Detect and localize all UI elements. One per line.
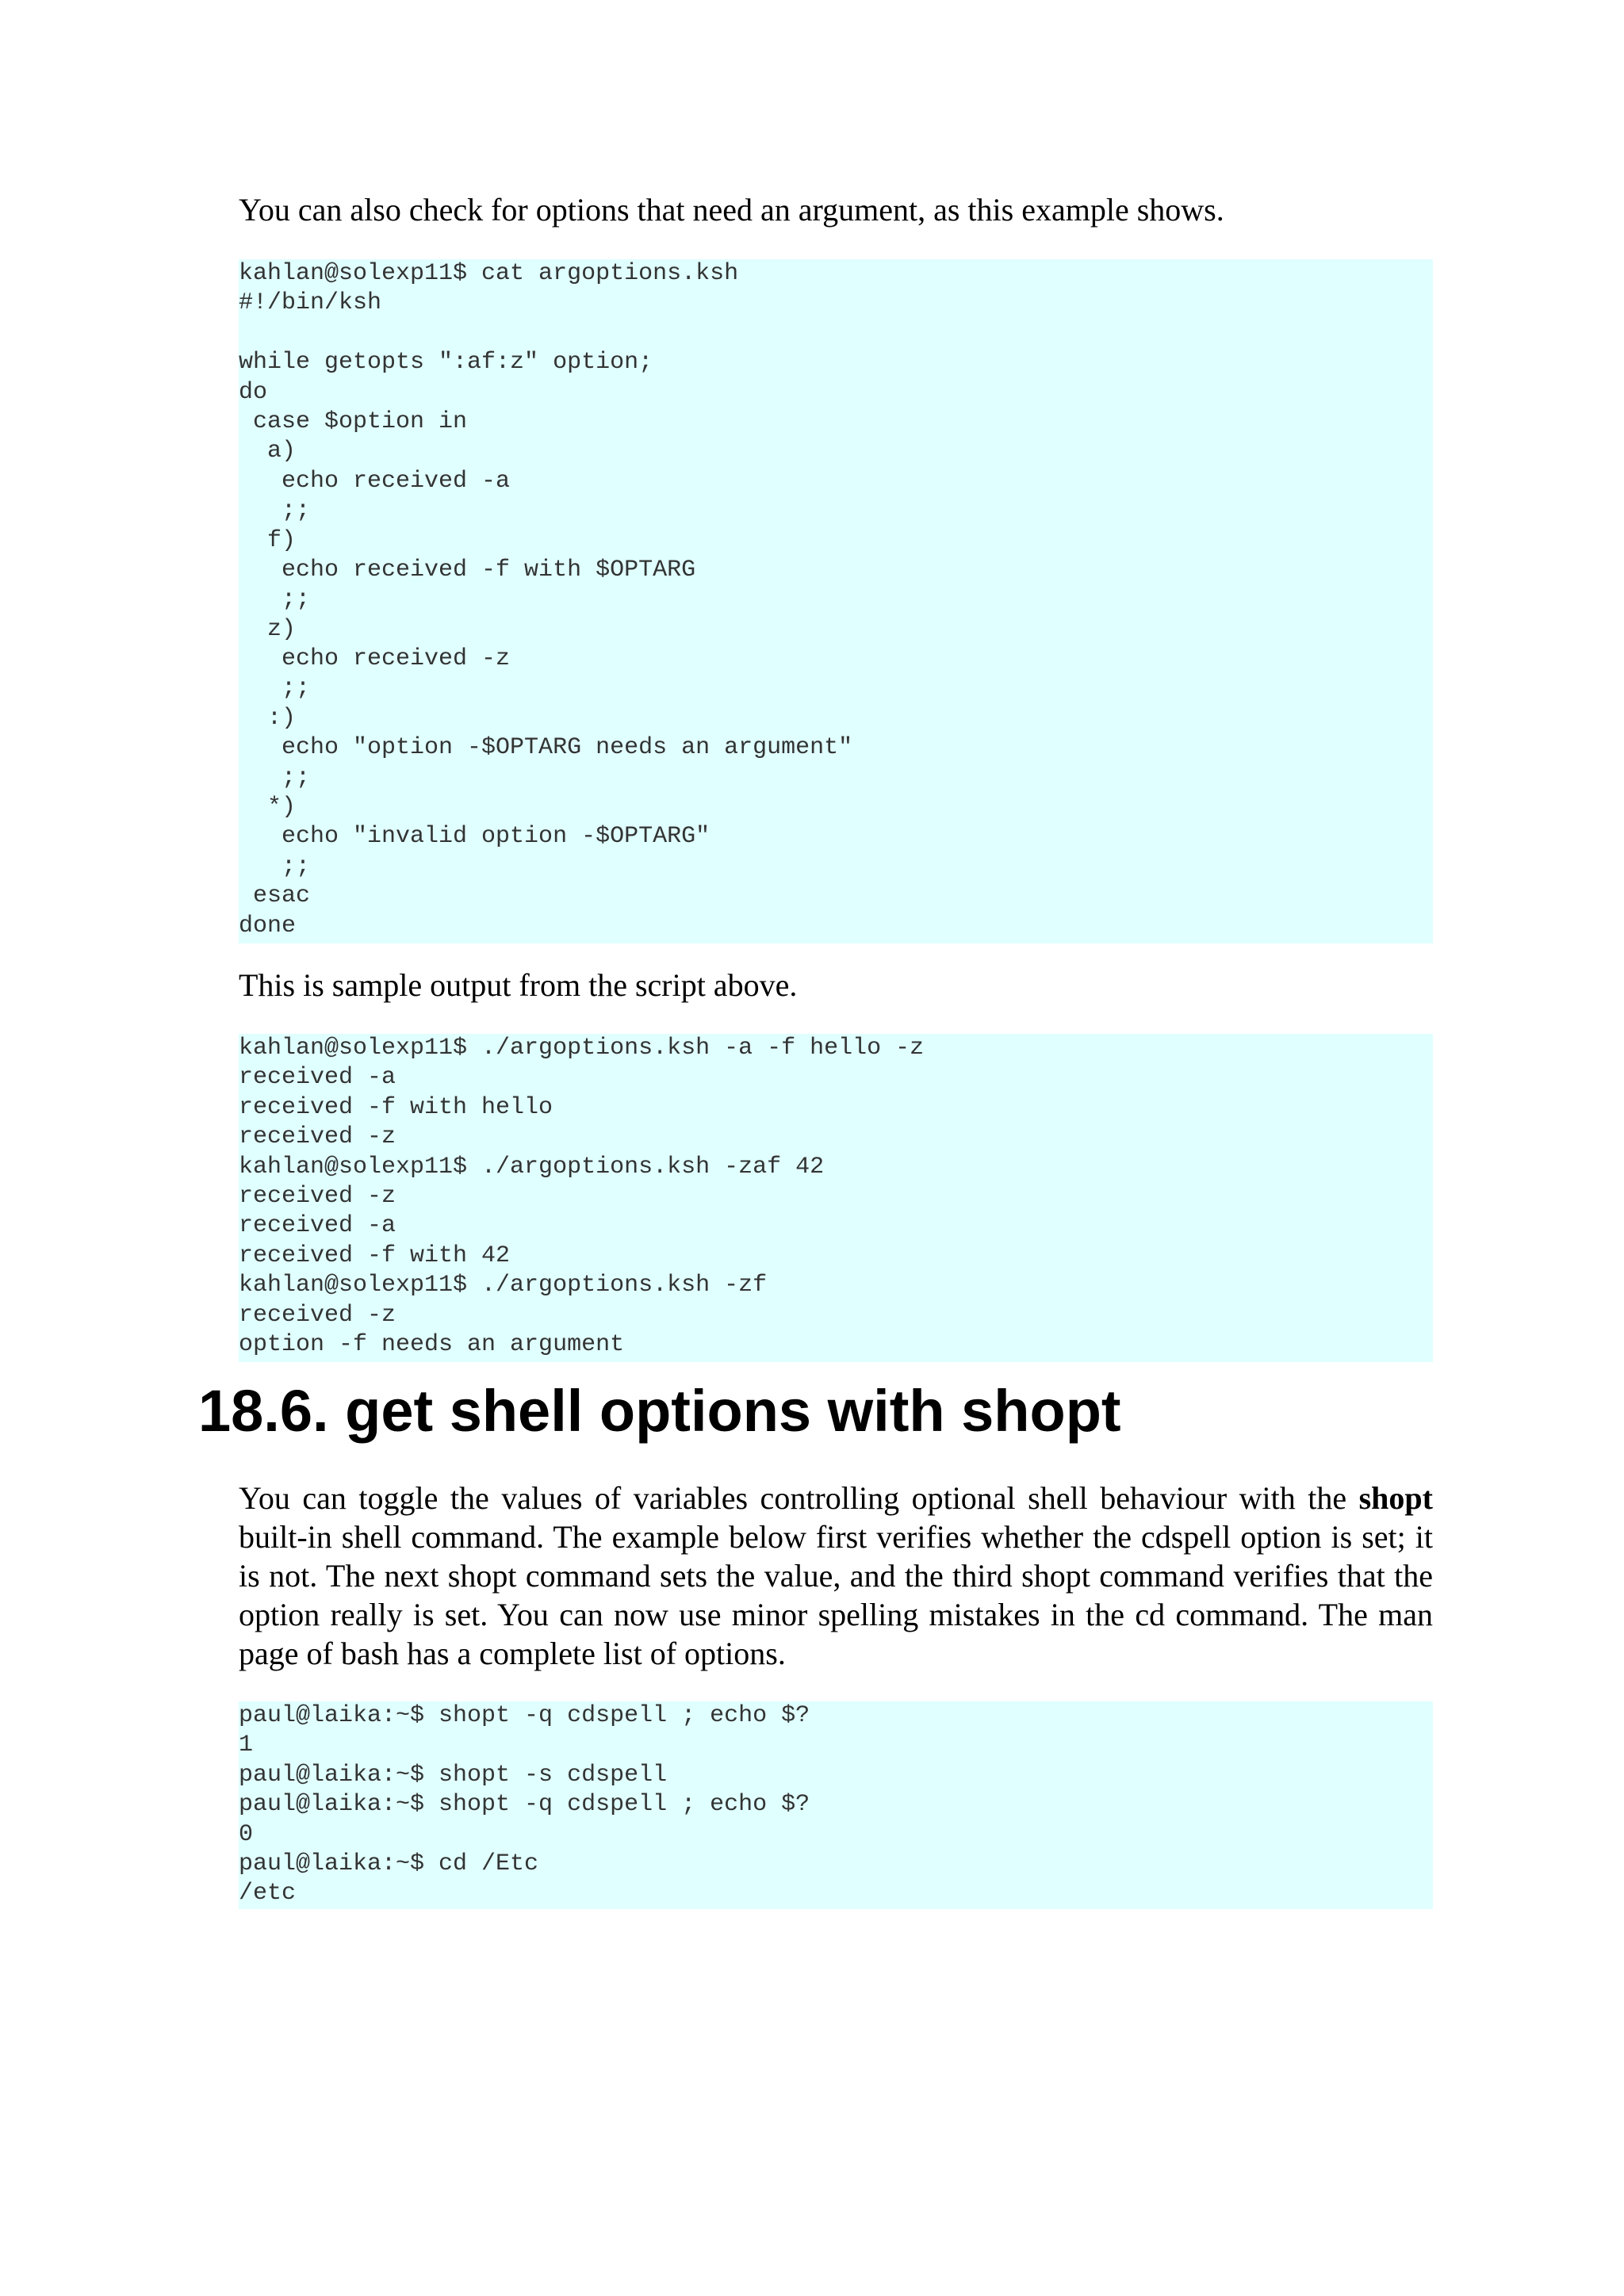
code-line: echo received -a bbox=[239, 467, 511, 495]
sample-output-code-block bbox=[239, 1034, 1433, 1362]
code-line: ;; bbox=[239, 497, 311, 525]
code-line: do bbox=[239, 378, 268, 406]
code-line: received -a bbox=[239, 1064, 396, 1092]
code-line: received -z bbox=[239, 1182, 396, 1210]
code-line: ;; bbox=[239, 852, 311, 880]
code-line: ;; bbox=[239, 675, 311, 702]
code-line: kahlan@solexp11$ ./argoptions.ksh -zf bbox=[239, 1272, 768, 1299]
code-line: 1 bbox=[239, 1732, 254, 1759]
script-code-block bbox=[239, 259, 1433, 943]
code-line: a) bbox=[239, 438, 297, 465]
code-line: done bbox=[239, 912, 297, 939]
code-line: ;; bbox=[239, 763, 311, 791]
code-line: kahlan@solexp11$ ./argoptions.ksh -zaf 42 bbox=[239, 1153, 825, 1181]
code-line: received -f with hello bbox=[239, 1093, 553, 1121]
code-line: kahlan@solexp11$ ./argoptions.ksh -a -f hello -z bbox=[239, 1035, 925, 1062]
code-line: paul@laika:~$ shopt -q cdspell ; echo $? bbox=[239, 1791, 810, 1819]
code-line: kahlan@solexp11$ cat argoptions.ksh bbox=[239, 260, 739, 287]
code-line: received -f with 42 bbox=[239, 1242, 511, 1269]
shopt-paragraph-text-start: You can toggle the values of variables controlling optional shell behaviour with the bbox=[239, 1480, 1359, 1516]
shopt-code-block bbox=[239, 1701, 1433, 1909]
code-line: 0 bbox=[239, 1820, 254, 1848]
shopt-paragraph-text-end: built-in shell command. The example below first verifies whether the cdspell option is set; it is not. The next shopt command sets the value, and the third shopt command verifies that the option really is set. You can now use minor spelling mistakes in the cd command. The man page of bash has a complete list of options. bbox=[239, 1519, 1433, 1671]
section-heading: 18.6. get shell options with shopt bbox=[198, 1378, 1121, 1444]
code-line: echo received -z bbox=[239, 645, 511, 673]
code-line: echo "option -$OPTARG needs an argument" bbox=[239, 734, 853, 762]
code-line: paul@laika:~$ shopt -q cdspell ; echo $? bbox=[239, 1702, 810, 1729]
code-line: esac bbox=[239, 882, 311, 910]
code-line: echo "invalid option -$OPTARG" bbox=[239, 823, 710, 851]
code-line: received -z bbox=[239, 1301, 396, 1329]
shopt-paragraph bbox=[239, 1479, 1433, 1673]
code-line: z) bbox=[239, 615, 297, 643]
code-line: received -z bbox=[239, 1123, 396, 1151]
intro-paragraph: You can also check for options that need an argument, as this example shows. bbox=[239, 192, 1224, 228]
code-line: *) bbox=[239, 794, 297, 821]
code-line: /etc bbox=[239, 1880, 297, 1908]
code-line: #!/bin/ksh bbox=[239, 289, 382, 317]
code-line: received -a bbox=[239, 1212, 396, 1240]
code-line: echo received -f with $OPTARG bbox=[239, 556, 696, 584]
code-line: while getopts ":af:z" option; bbox=[239, 349, 653, 377]
code-line: paul@laika:~$ shopt -s cdspell bbox=[239, 1761, 668, 1789]
code-line: :) bbox=[239, 704, 297, 732]
shopt-command-bold: shopt bbox=[1358, 1480, 1433, 1516]
code-line: paul@laika:~$ cd /Etc bbox=[239, 1850, 539, 1877]
code-line bbox=[239, 319, 1433, 348]
code-line: case $option in bbox=[239, 408, 468, 435]
code-line: ;; bbox=[239, 586, 311, 614]
code-line: f) bbox=[239, 526, 297, 554]
code-line: option -f needs an argument bbox=[239, 1330, 625, 1358]
sample-output-paragraph: This is sample output from the script above. bbox=[239, 967, 798, 1003]
